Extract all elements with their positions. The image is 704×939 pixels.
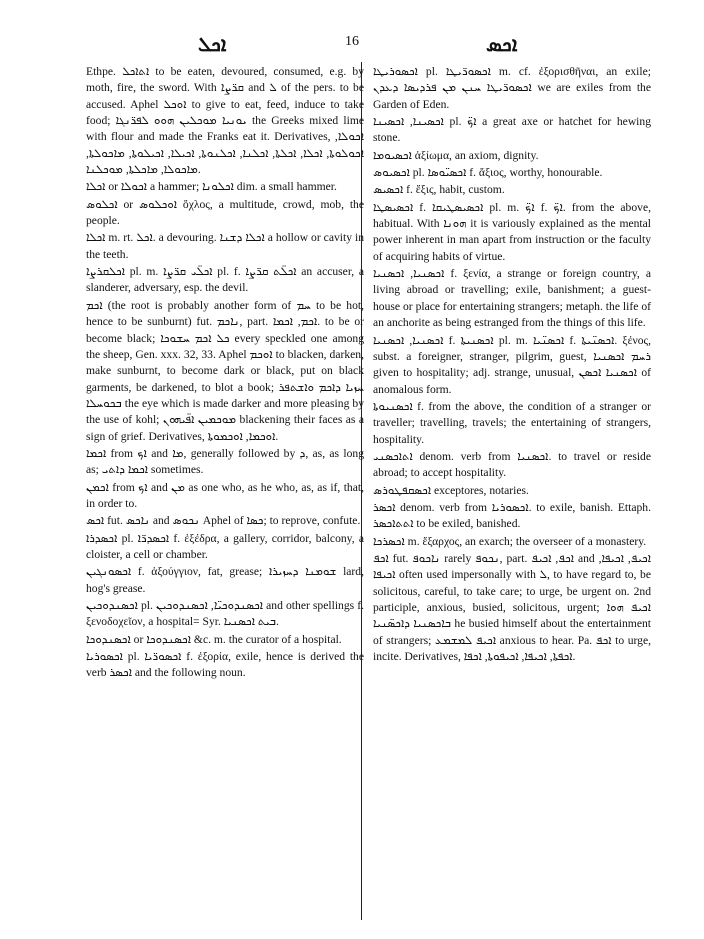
dictionary-entry: ܐܟܡܢ from ܐܟ and ܡܢ as one who, as he who, as, as if, that, in order to. [86,480,364,510]
dictionary-entry: ܐܟܣ fut. ܢܐܟܣ and ܢܟܘܣ Aphel of ܟܣܐ; to reprove, confute. [86,514,361,528]
dictionary-entry: ܐܬܐܟܣܢܝ denom. verb from ܐܟܣܢܝܐ. to travel or reside abroad; to accept hospitality. [373,449,651,480]
dictionary-entry: ܐܟܣܘܢܓܝܢ f. ἀξούγγιον, fat, grease; ܫܘܡܢܐ ܕܚܙܝܪܐ lard, hog's grease. [86,565,364,595]
dictionary-entry: ܐܟܡܐ from ܐܟ and ܡܐ, generally followed by ܕ, as, as long as; ܐܟܡܐ ܕܐܬܝ sometimes. [86,446,364,477]
right-column [373,64,651,666]
dictionary-entry: ܐܟܣܘܪܝܛܐ pl. ܐܟܣܘܪ̈ܝܛܐ m. cf. ἐξορισθῆναι, an exile; ܐܟܣܘܪ̈ܝܛܐ ܚܢܢ ܡܢ ܦܪܕܝܣܐ ܕܥܕܢ we are exiles from the Garden of Eden. [373,65,651,111]
dictionary-entry: ܐܟܠܩܪܨܐ pl. m. ܐܟܠ̈ܝ ܩܪ̈ܨܐ pl. f. ܐܟܠ̈ܬ ܩܪ̈ܨܐ an accuser, a slanderer, adversary, esp. the devil. [86,265,364,295]
dictionary-entry: ܐܟܠܐ or ܐܟܘܠܐ a hammer; ܐܟܠܘܢܐ dim. a small hammer. [86,180,337,194]
dictionary-entry: ܐܟܣܝܣ f. ἕξις, habit, custom. [373,183,505,197]
dictionary-entry: ܐܟܣܩܦܛܘܪܣ exceptores, notaries. [373,483,529,497]
dictionary-entry: ܐܟܦ fut. ܢܐܟܘܦ rarely ܢܟܘܦ, part. ܐܟܦ, ܐܟܝܦ and ܐܟܝܦ, ܐܟܝܦܐ, ܐܟܝܦܐ often used impersonally with ܠ, to have regard to, be solicitous, careful, to take care; to urge, be urgent on. 2nd participle, anxious, busied, solicitous, urgent; ܐܟܝܦ ܗܘܐ ܒܐܟܣܢܝܐ ܕܐܟܣ̈ܢܝܐ he busied himself about the entertainment of strangers; ܐܟܝܦ ܠܡܫܡܥ anxious to hear. Pa. ܐܟܦ to urge, incite. Derivatives, ܐܟܦܬܐ, ܐܟܝܦܐ, ܐܟܝܦܘܬܐ, ܐܟܦܐ. [373,551,652,664]
dictionary-entry: ܐܟܣܢܕܘܟܝܢ pl. ܐܟܣܢܕܘܟܝ̈ܐ, ܐܟܣܢܕܘܟܝܢ and other spellings f. ξενοδοχεῖον, a hospital= Syr. ܒܝܬ ܐܟܣܢܝܐ. [86,599,365,629]
page-number: 16 [345,34,359,49]
dictionary-entry: ܐܟܣܪ denom. verb from ܐܟܣܘܪܝܐ. to exile, banish. Ettaph. ܐܬܬܐܟܣܪ to be exiled, banished. [373,500,651,531]
dictionary-entry: ܐܟܣܕܪܐ pl. ܐܟܣܕܪ̈ܐ f. ἐξέδρα, a gallery, corridor, balcony, a cloister, a cell or chamber. [86,531,364,561]
dictionary-entry: ܐܟܣܝܘܣ pl. ܐܟܣܝ̈ܘܣܐ f. ἄξιος, worthy, honourable. [373,166,603,180]
dictionary-entry: ܐܟܠܐ m. rt. ܐܟܠ. a devouring. ܐܟܠܐ ܕܫܢܐ a hollow or cavity in the teeth. [86,231,365,261]
dictionary-entry: ܐܟܣܝܣܛܐ f. ܐܟܣܝܣܛܝܩܐ pl. m. ܐܟ̈ f. ܐܟ̈. from the above, habitual. With ܗܘܢܐ it is variously explained as the mental power inherent in man apart from instruction or the faculty of acquiring habits of virtue. [373,200,651,263]
dictionary-entry: ܐܟܣܢܕܘܟܐ or ܐܟܣܢܕܘܟܐ &c. m. the curator of a hospital. [86,632,342,646]
running-head-left: ܐܟܠ [198,32,227,56]
dictionary-entry: ܐܟܣܢܝܐ, ܐܟܣܢܝܐ f. ξενία, a strange or foreign country, a living abroad or travelling; exile, banishment; a guest-house or place for entertaining strangers; metaph. the life of an anchorite as being estranged from the things of this life. [373,267,651,330]
dictionary-entry: ܐܟܣܢܝܐ, ܐܟܣܢܝܐ f. ܐܟܣܢܝܬܐ pl. m. ܐܟܣܢ̈ܝܐ f. ܐܟܣܢ̈ܝܬܐ. ξένος, subst. a foreigner, stranger, pilgrim, guest, ܪܚܡ ܐܟܣܢܝܐ given to hospitality; adj. strange, unusual, ܐܟܣܢܝܐ ܐܟܣܢ of anomalous form. [373,333,651,396]
running-head-right: ܐܟܣ [486,32,518,56]
dictionary-entry: ܐܟܡ (the root is probably another form of ܚܡ to be hot, hence to be sunburnt) fut. ܢܐܟܡ, part. ܐܟܡ, ܐܟܡܐ. to be or become black; ܟܠ ܐܟܡ ܚܫܘܟܐ every speckled one among the sheep, Gen. xxx. 32, 33. Aphel ܐܘܟܡ to blacken, darken, make sunburnt, to become dark or black, put on black garments, be darkened, to blot a book; ܚܙܝܐ ܕܐܟܡ ܘܐܫܬܦܪ ܒܟܘܚܠܐ the eye which is made darker and more pleasing by the use of kohl; ܡܘܟܡܝܢ ܐܦ̈ܝܗܘܢ blackening their faces as a sign of grief. Derivatives, ܐܘܟܡܐ, ܐܘܟܡܘܬܐ. [86,298,365,443]
dictionary-entry: ܐܟܣܝܘܡܐ ἀξίωμα, an axiom, dignity. [373,148,539,162]
dictionary-entry: ܐܟܣܘܪܝܐ pl. ܐܟܣܘܪ̈ܝܐ f. ἐξορία, exile, hence is derived the verb ܐܟܣܪ and the following noun. [86,650,365,680]
dictionary-entry: ܐܟܠܘܣ or ܐܘܟܠܘܣ ὄχλος, a multitude, crowd, mob, the people. [86,197,364,228]
dictionary-entry: Ethpe. ܐܬܐܟܠ to be eaten, devoured, consumed, e.g. by moth, fire, the sword. With ܩܪ̈ܨܐ and ܠ of the pers. to be accused. Aphel ܐܘܟܠ to give to eat, feed, induce to take food; ܝܘܢܝܐ ܡܘܟܠܝܢ ܗܘܘ ܠܦܪ̈ܢܓܐ the Greeks mixed lime with flour and made the Franks eat it. Derivatives, ܐܟܘܠܐ, ܐܟܘܠܘܬܐ, ܐܟܠܐ, ܐܟܠܬܐ, ܐܟܠܢܐ, ܐܟܠܢܘܬܐ, ܐܟܝܠܐ, ܐܟܝܠܘܬܐ, ܡܐܟܘܠܬܐ, ܡܐܟܘܠܐ, ܡܐܟܠܬܐ, ܡܘܟܠܢܐ. [86,65,364,177]
dictionary-entry: ܐܟܣܝܢܐ, ܐܟܣܝܢܐ pl. ܐܟ̈ a great axe or hatchet for hewing stone. [373,115,652,145]
dictionary-entry: ܐܟܣܪܟܐ m. ἔξαρχος, an exarch; the overseer of a monastery. [373,534,647,548]
page-header [0,30,704,60]
left-column [86,64,364,683]
dictionary-entry: ܐܟܣܢܝܘܬܐ f. from the above, the condition of a stranger or traveller; travelling, travels; the entertaining of strangers, hospitality. [373,399,651,446]
